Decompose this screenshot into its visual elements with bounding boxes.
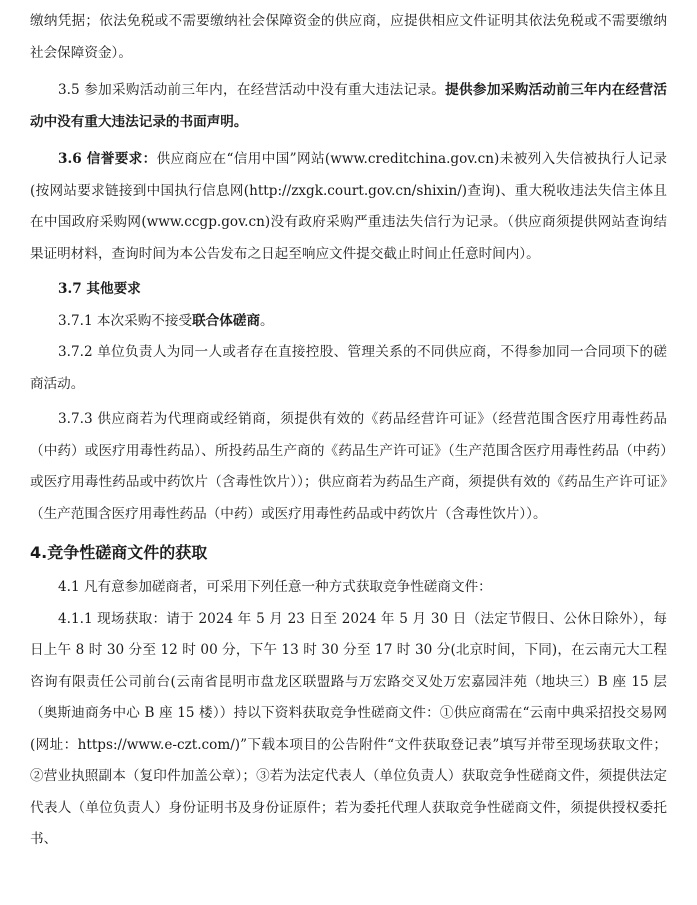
paragraph-3-4-continuation (30, 6, 667, 69)
paragraph-4-1: 4.1 凡有意参加磋商者，可采用下列任意一种方式获取竞争性磋商文件： (58, 579, 492, 595)
section-3-7-title: 3.7 其他要求 (58, 281, 141, 297)
paragraph-3-5-bold: 提供参加采购活动前三年内在经营活动中没有重大违法记录的书面声明。 (30, 82, 667, 130)
section-4-heading: 4.竞争性磋商文件的获取 (30, 543, 208, 562)
paragraph-3-7-1-bold: 联合体磋商 (192, 312, 261, 329)
paragraph-3-7-1-text: 3.7.1 本次采购不接受 (58, 312, 193, 329)
paragraph-text: 缴纳凭据；依法免税或不需要缴纳社会保障资金的供应商，应提供相应文件证明其依法免税或不需要缴纳社会保障资金）。 (30, 13, 667, 61)
paragraph-3-5 (30, 75, 667, 138)
paragraph-3-7-1 (30, 306, 667, 338)
paragraph-3-5-text: 3.5 参加采购活动前三年内，在经营活动中没有重大违法记录。 (58, 82, 446, 98)
paragraph-3-7-1-end: 。 (260, 312, 274, 329)
paragraph-3-7-3: 3.7.3 供应商若为代理商或经销商，须提供有效的《药品经营许可证》（经营范围含医疗用毒性药品（中药）或医疗用毒性药品）、所投药品生产商的《药品生产许可证》（生产范围含医疗用毒性药品（中药）或医疗用毒性药品或中药饮片（含毒性饮片））；供应商若为药品生产商，须提供有效的《药品生产许可证》（生产范围含医疗用毒性药品（中药）或医疗用毒性药品或中药饮片（含毒性饮片））。 (30, 411, 667, 522)
paragraph-3-7-2: 3.7.2 单位负责人为同一人或者存在直接控股、管理关系的不同供应商，不得参加同一合同项下的磋商活动。 (30, 344, 667, 392)
paragraph-4-1-1: 4.1.1 现场获取：请于 2024 年 5 月 23 日至 2024 年 5 月 30 日（法定节假日、公休日除外），每日上午 8 时 30 分至 12 时 00 分，下午 13 时 30 分至 17 时 30 分(北京时间，下同)，在云南元大工程咨询有限责任公司前台(云南省昆明市盘龙区联盟路与万宏路交叉处万宏嘉园沣苑（地块三）B 座 15 层（奥斯迪商务中心 B 座 15 楼））持以下资料获取竞争性磋商文件：①供应商需在“云南中典采招投交易网(网址：https://www.e-czt.com/)”下载本项目的公告附件“文件获取登记表”填写并带至现场获取文件；②营业执照副本（复印件加盖公章）；③若为法定代表人（单位负责人）获取竞争性磋商文件，须提供法定代表人（单位负责人）身份证明书及身份证原件；若为委托代理人获取竞争性磋商文件，须提供授权委托书、 (30, 610, 667, 847)
paragraph-3-6-label: 3.6 信誉要求： (58, 151, 157, 167)
paragraph-3-6-text: 供应商应在“信用中国”网站(www.creditchina.gov.cn)未被列入失信被执行人记录(按网站要求链接到中国执行信息网(http://zxgk.court.gov.cn/shixin/)查询)、重大税收违法失信主体且在中国政府采购网(www.ccgp.gov.cn)没有政府采购严重违法失信行为记录。（供应商须提供网站查询结果证明材料，查询时间为本公告发布之日起至响应文件提交截止时间止任意时间内）。 (30, 151, 667, 262)
paragraph-3-6 (30, 144, 667, 270)
